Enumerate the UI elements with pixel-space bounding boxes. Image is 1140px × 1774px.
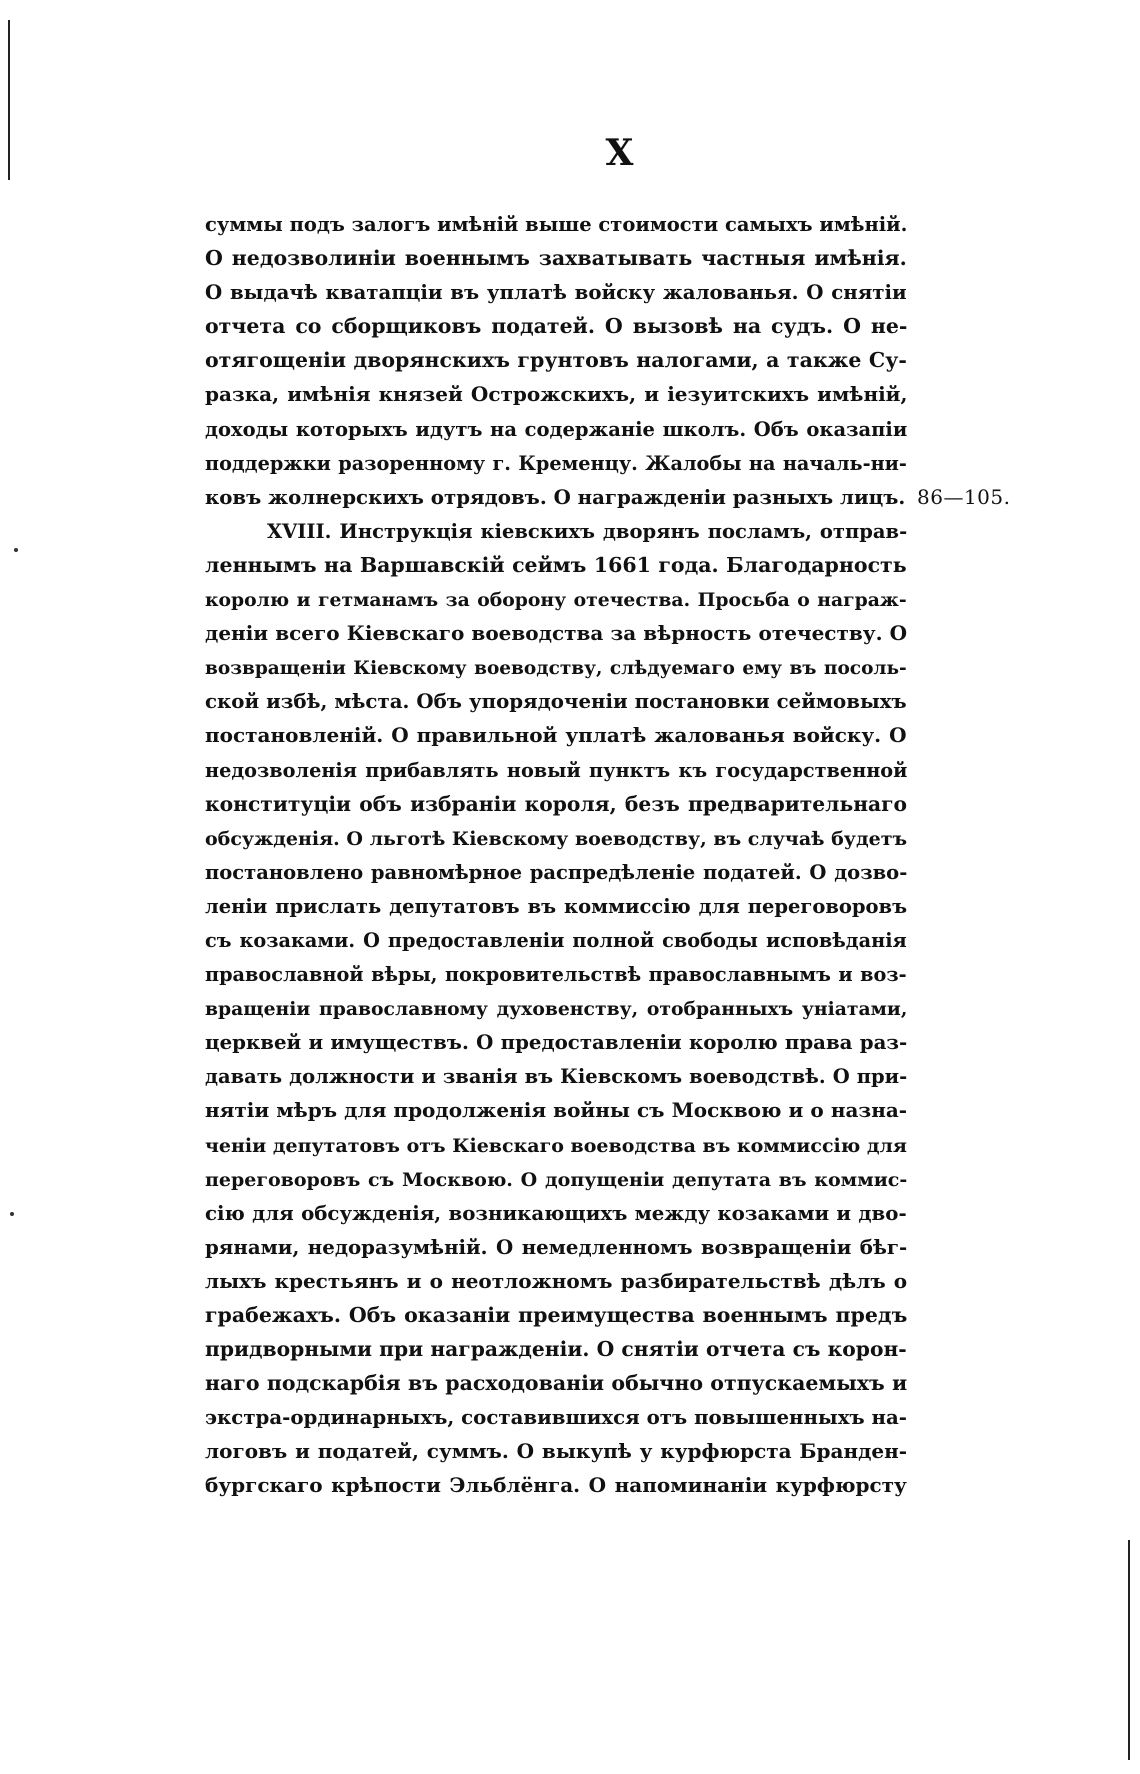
text-line: леннымъ на Варшавскій сеймъ 1661 года. Благодарность xyxy=(205,552,907,577)
text-line: разка, имѣнія князей Острожскихъ, и іезуитскихъ имѣній, xyxy=(205,382,908,407)
right-scan-edge xyxy=(1128,1540,1130,1760)
section-heading-line: XVIII. Инструкція кіевскихъ дворянъ посламъ, отправ- xyxy=(267,519,908,543)
text-line: логовъ и податей, суммъ. О выкупѣ у курфюрста Бранден- xyxy=(205,1439,908,1464)
text-line: переговоровъ съ Москвою. О допущеніи депутата въ коммис- xyxy=(205,1168,908,1191)
text-line: рянами, недоразумѣній. О немедленномъ возвращеніи бѣг- xyxy=(205,1234,908,1259)
text-line: вращеніи православному духовенству, отобранныхъ уніатами, xyxy=(205,998,908,1021)
text-line: конституціи объ избраніи короля, безъ предварительнаго xyxy=(205,791,908,816)
text-line: экстра-ординарныхъ, составившихся отъ повышенныхъ на- xyxy=(205,1405,907,1430)
text-line: доходы которыхъ идутъ на содержаніе школъ. Объ оказапіи xyxy=(205,417,908,441)
text-line: суммы подъ залогъ имѣній выше стоимости самыхъ имѣній. xyxy=(205,213,908,236)
text-line: сію для обсужденія, возникающихъ между козаками и дво- xyxy=(205,1200,907,1225)
text-line: ченіи депутатовъ отъ Кіевскаго воеводства въ коммиссію для xyxy=(205,1134,907,1157)
page-number: X xyxy=(605,132,635,174)
text-line-content: ковъ жолнерскихъ отрядовъ. О награжденіи разныхъ лицъ. xyxy=(205,484,906,509)
text-line: отчета со сборщиковъ податей. О вызовѣ на судъ. О не- xyxy=(205,314,908,339)
text-line: нятіи мѣръ для продолженія войны съ Москвою и о назна- xyxy=(205,1098,908,1123)
text-line: православной вѣры, покровительствѣ православнымъ и воз- xyxy=(205,963,907,987)
text-line: лыхъ крестьянъ и о неотложномъ разбирательствѣ дѣлъ о xyxy=(205,1268,908,1293)
scan-speck xyxy=(10,1212,14,1216)
text-line: давать должности и званія въ Кіевскомъ воеводствѣ. О при- xyxy=(205,1065,908,1089)
text-line: ской избѣ, мѣста. Объ упорядоченіи постановки сеймовыхъ xyxy=(205,689,907,714)
text-line: обсужденія. О льготѣ Кіевскому воеводству, въ случаѣ будетъ xyxy=(205,827,908,850)
text-line xyxy=(205,480,1011,514)
text-line: грабежахъ. Объ оказаніи преимущества военнымъ предъ xyxy=(205,1303,908,1327)
text-line: О выдачѣ кватапціи въ уплатѣ войску жалованья. О снятіи xyxy=(205,280,907,305)
body-text xyxy=(205,207,1011,1503)
text-line: придворными при награжденіи. О снятіи отчета съ корон- xyxy=(205,1337,907,1362)
text-line: бургскаго крѣпости Эльблёнга. О напоминаніи курфюрсту xyxy=(205,1473,907,1498)
page-reference: 86—105. xyxy=(917,484,1011,509)
text-line: О недозволиніи военнымъ захватывать частныя имѣнія. xyxy=(205,246,907,271)
text-line: леніи прислать депутатовъ въ коммиссію для переговоровъ xyxy=(205,894,908,918)
text-line: съ козаками. О предоставленіи полной свободы исповѣданія xyxy=(205,928,907,952)
text-line: наго подскарбія въ расходованіи обычно отпускаемыхъ и xyxy=(205,1371,908,1396)
text-line: постановленій. О правильной уплатѣ жалованья войску. О xyxy=(205,723,907,748)
text-line: королю и гетманамъ за оборону отечества. Просьба о награж- xyxy=(205,589,907,612)
text-line: церквей и имуществъ. О предоставленіи королю права раз- xyxy=(205,1030,908,1055)
scan-speck xyxy=(14,548,18,552)
text-line: деніи всего Кіевскаго воеводства за вѣрность отечеству. О xyxy=(205,621,908,646)
text-line: постановлено равномѣрное распредѣленіе податей. О дозво- xyxy=(205,860,908,884)
text-line: недозволенія прибавлять новый пунктъ къ государственной xyxy=(205,758,908,782)
text-line: отягощеніи дворянскихъ грунтовъ налогами, а также Су- xyxy=(205,348,907,373)
text-line: поддержки разоренному г. Кременцу. Жалобы на началь-ни- xyxy=(205,451,907,475)
text-line: возвращеніи Кіевскому воеводству, слѣдуемаго ему въ посоль- xyxy=(205,658,907,680)
